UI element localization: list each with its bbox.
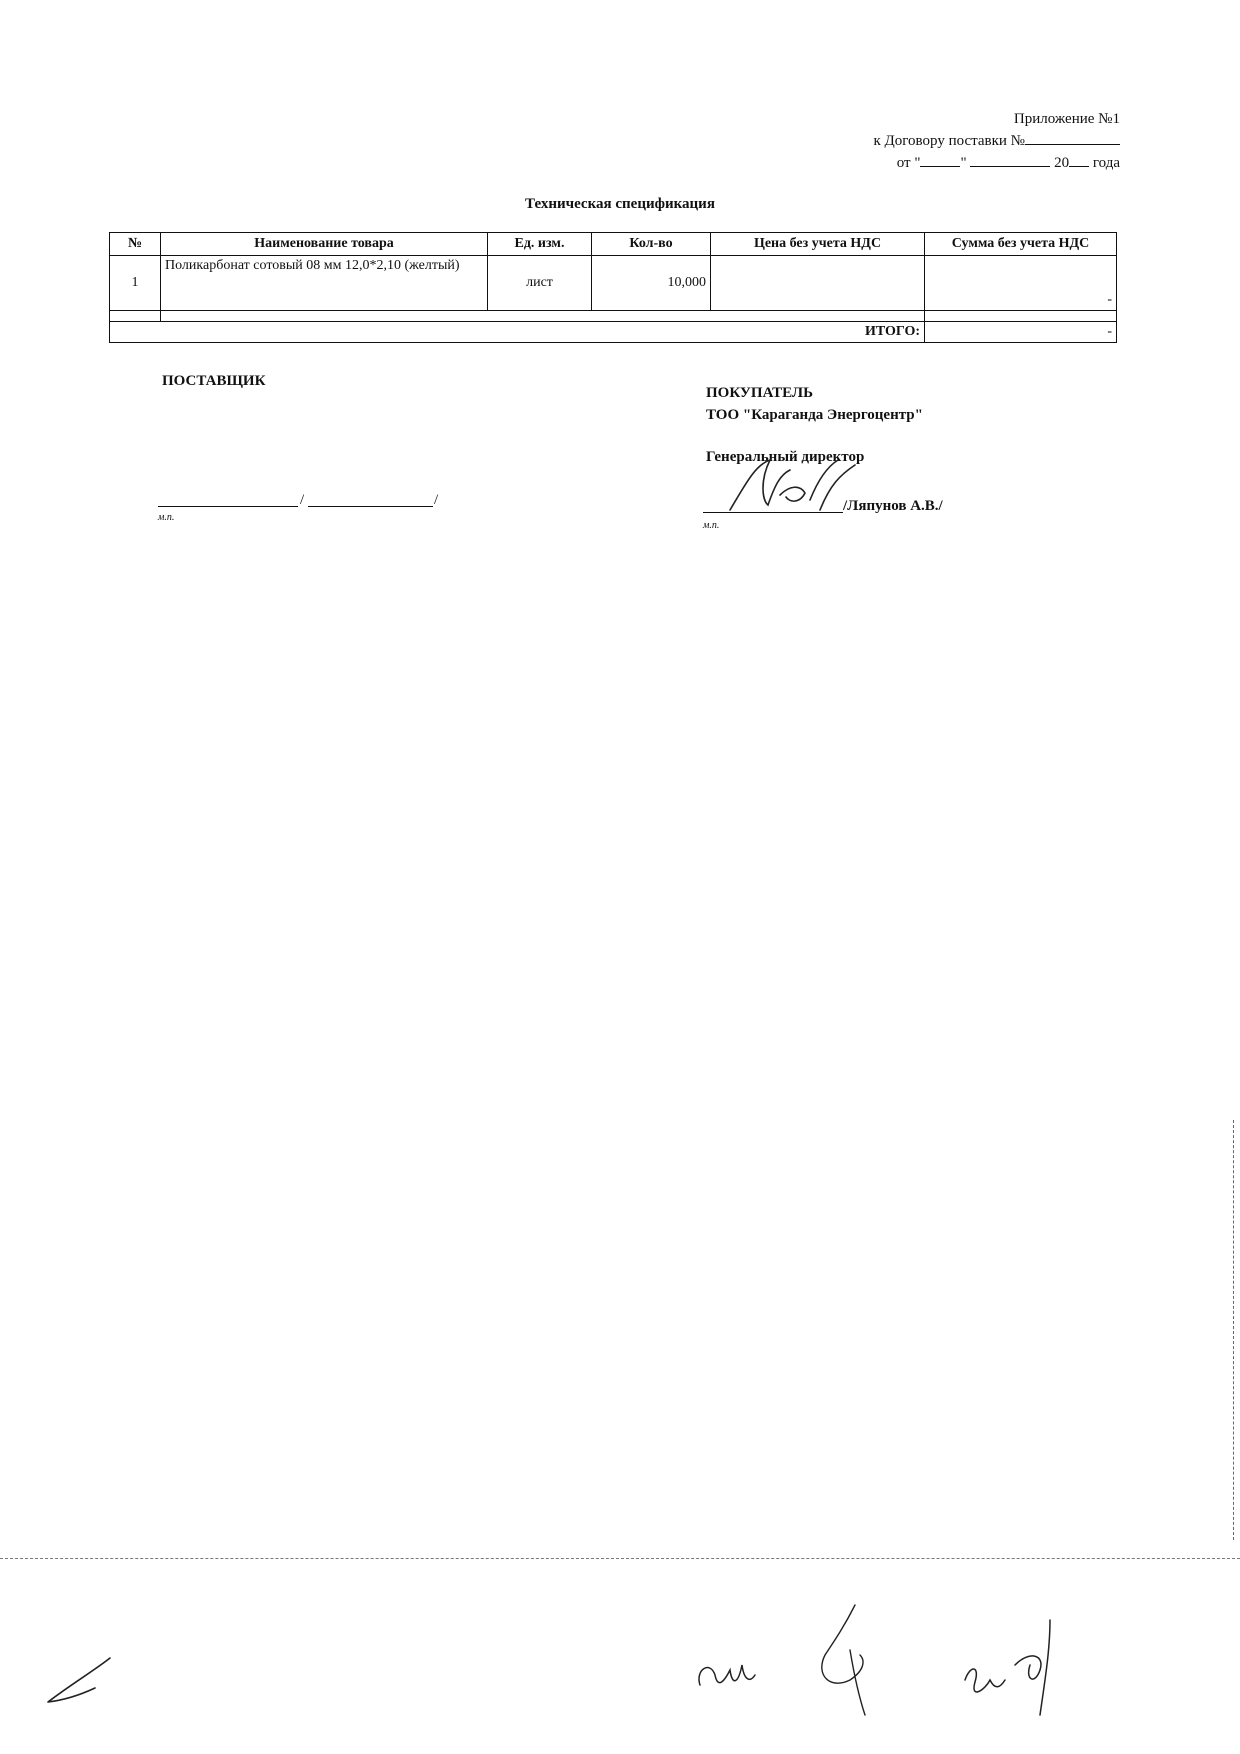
supplier-stamp-place: м.п.	[158, 512, 175, 523]
initial-mark-4-icon	[955, 1610, 1075, 1720]
row-price	[711, 256, 925, 311]
buyer-stamp-place: м.п.	[703, 520, 720, 531]
table-row	[110, 256, 1117, 311]
appendix-number: Приложение №1	[1013, 111, 1120, 127]
col-product-name: Наименование товара	[161, 233, 488, 256]
row-quantity: 10,000	[592, 256, 711, 311]
row-number: 1	[110, 256, 161, 311]
buyer-position: Генеральный директор	[706, 449, 865, 465]
page-edge-line	[1233, 1120, 1234, 1540]
row-unit: лист	[488, 256, 592, 311]
col-price: Цена без учета НДС	[711, 233, 925, 256]
initial-mark-2-icon	[690, 1645, 760, 1705]
col-unit: Ед. изм.	[488, 233, 592, 256]
supplier-sig-separator: /	[300, 492, 305, 508]
document-title: Техническая спецификация	[525, 196, 715, 212]
contract-date: от " " 20 года	[874, 152, 1121, 174]
buyer-heading: ПОКУПАТЕЛЬ	[706, 385, 814, 401]
specification-table	[109, 232, 1117, 343]
total-label: ИТОГО:	[110, 322, 925, 343]
supplier-signature-line-2	[308, 506, 433, 507]
col-quantity: Кол-во	[592, 233, 711, 256]
buyer-signature-icon	[720, 455, 870, 520]
table-total-row	[110, 322, 1117, 343]
col-number: №	[110, 233, 161, 256]
row-product-name: Поликарбонат сотовый 08 мм 12,0*2,10 (желтый)	[161, 256, 488, 311]
table-row-empty	[110, 311, 1117, 322]
initial-mark-1-icon	[40, 1650, 120, 1710]
supplier-sig-end: /	[434, 492, 439, 508]
initial-mark-3-icon	[805, 1600, 895, 1720]
supplier-heading: ПОСТАВЩИК	[162, 373, 266, 389]
buyer-director-name: /Ляпунов А.В./	[843, 498, 943, 514]
supplier-signature-line-1	[158, 506, 298, 507]
row-sum: -	[925, 256, 1117, 311]
table-header-row	[110, 233, 1117, 256]
buyer-company: ТОО "Караганда Энергоцентр"	[706, 407, 923, 423]
total-value: -	[925, 322, 1117, 343]
appendix-header	[874, 108, 1121, 174]
contract-reference: к Договору поставки №	[874, 130, 1121, 152]
page-fold-line	[0, 1558, 1240, 1559]
col-sum: Сумма без учета НДС	[925, 233, 1117, 256]
